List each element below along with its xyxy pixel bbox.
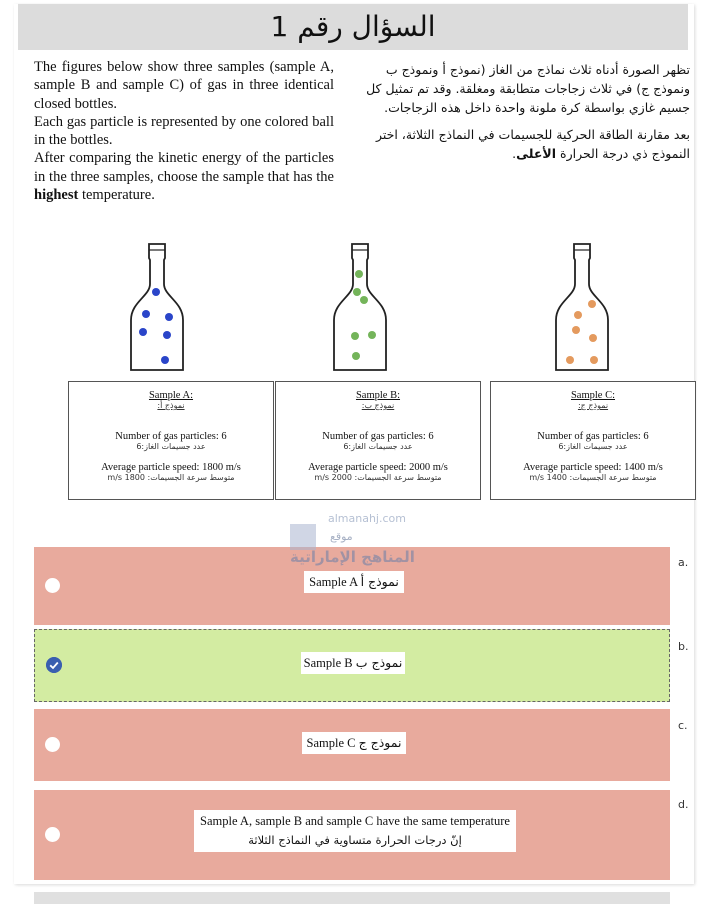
watermark-site-label: موقع — [330, 530, 353, 543]
particle — [590, 356, 598, 364]
option-a-text-arabic: نموذج أ — [360, 574, 399, 589]
particle-speed: Average particle speed: 2000 m/s — [308, 462, 448, 473]
option-c-text: Sample C — [306, 736, 356, 750]
particle — [351, 332, 359, 340]
particles-sample-b — [351, 270, 376, 360]
english-paragraph-3-text: After comparing the kinetic energy of the particles in the three samples, choose the sample that has the — [34, 150, 334, 185]
option-b-label — [301, 652, 405, 674]
bottle-sample-a — [125, 238, 189, 376]
particle — [165, 313, 173, 321]
option-b-letter: b. — [678, 640, 689, 653]
particle-speed: Average particle speed: 1400 m/s — [523, 462, 663, 473]
particle — [589, 334, 597, 342]
particle — [574, 311, 582, 319]
particle — [360, 296, 368, 304]
particle-count-arabic: عدد جسيمات الغاز:6 — [343, 442, 413, 451]
watermark-site-name: المناهج الإماراتية — [290, 548, 415, 566]
radio-button-a[interactable] — [45, 578, 60, 593]
particle — [353, 288, 361, 296]
particle — [161, 356, 169, 364]
option-c-text-arabic: نموذج ج — [358, 735, 402, 750]
option-b[interactable] — [34, 629, 670, 702]
particle — [355, 270, 363, 278]
bottle-sample-c — [550, 238, 614, 376]
sample-title: Sample C: — [570, 390, 616, 401]
particle — [572, 326, 580, 334]
option-c-label — [302, 732, 406, 754]
particle — [163, 331, 171, 339]
particles-sample-a — [139, 288, 173, 364]
particle-count-arabic: عدد جسيمات الغاز:6 — [136, 442, 206, 451]
english-tail: temperature. — [78, 187, 155, 204]
particle — [368, 331, 376, 339]
watermark-logo-icon — [290, 524, 316, 550]
particle — [588, 300, 596, 308]
particle-speed-arabic: متوسط سرعة الجسيمات: 2000 m/s — [314, 473, 442, 482]
sample-a-box — [68, 381, 274, 500]
particle — [139, 328, 147, 336]
arabic-emphasis: الأعلى — [516, 146, 557, 161]
sample-title: Sample A: — [148, 390, 194, 401]
arabic-paragraph-2: بعد مقارنة الطاقة الحركية للجسيمات في النماذج الثلاثة، اختر النموذج ذي درجة الحرارة الأعلى. — [375, 127, 690, 161]
option-b-text: Sample B — [303, 656, 353, 670]
particle-count: Number of gas particles: 6 — [115, 431, 227, 442]
particle-count: Number of gas particles: 6 — [322, 431, 434, 442]
option-c-letter: c. — [678, 719, 688, 732]
question-header — [18, 4, 688, 50]
radio-button-c[interactable] — [45, 737, 60, 752]
option-c[interactable] — [34, 709, 670, 781]
watermark — [290, 510, 430, 580]
particle-count: Number of gas particles: 6 — [537, 431, 649, 442]
arabic-paragraph-1: تظهر الصورة أدناه ثلاث نماذج من الغاز (نموذج أ ونموذج ب ونموذج ج) في ثلاث زجاجات متطابقة ومغلقة. وقد تم تمثيل كل جسيم غازي بواسطة كرة ملونة واحدة داخل هذه الزجاجات. — [366, 62, 690, 115]
option-d-text-arabic: إنّ درجات الحرارة متساوية في النماذج الثلاثة — [248, 833, 462, 847]
sample-title: Sample B: — [355, 390, 401, 401]
particle — [352, 352, 360, 360]
option-d[interactable] — [34, 790, 670, 880]
arabic-paragraph-2-text: بعد مقارنة الطاقة الحركية للجسيمات في النماذج الثلاثة، اختر النموذج ذي درجة الحرارة — [375, 127, 690, 161]
particles-sample-c — [566, 300, 598, 364]
option-b-text-arabic: نموذج ب — [355, 655, 403, 670]
particle-speed-arabic: متوسط سرعة الجسيمات: 1400 m/s — [529, 473, 657, 482]
english-paragraph-1: The figures below show three samples (sample A, sample B and sample C) of gas in three identical closed bottles. — [34, 59, 334, 112]
option-d-letter: d. — [678, 798, 689, 811]
question-text-arabic — [360, 60, 690, 171]
english-emphasis: highest — [34, 187, 79, 204]
checked-icon[interactable] — [46, 657, 62, 673]
sample-c-box — [490, 381, 696, 500]
sample-title-arabic: نموذج ب: — [361, 401, 395, 410]
next-question-edge — [34, 892, 670, 904]
particle-speed: Average particle speed: 1800 m/s — [101, 462, 241, 473]
radio-button-d[interactable] — [45, 827, 60, 842]
particle — [566, 356, 574, 364]
question-text-english — [34, 58, 334, 204]
english-paragraph-2: Each gas particle is represented by one colored ball in the bottles. — [34, 113, 334, 149]
option-a-letter: a. — [678, 556, 689, 569]
sample-b-box — [275, 381, 481, 500]
particle-count-arabic: عدد جسيمات الغاز:6 — [558, 442, 628, 451]
bottle-sample-b — [328, 238, 392, 376]
particle — [152, 288, 160, 296]
question-title: السؤال رقم 1 — [270, 10, 436, 43]
english-paragraph-3 — [34, 149, 334, 204]
sample-title-arabic: نموذج ج: — [577, 401, 609, 410]
watermark-url: almanahj.com — [328, 512, 406, 525]
option-a-text: Sample A — [309, 575, 358, 589]
particle — [142, 310, 150, 318]
option-d-label — [194, 810, 516, 852]
option-d-text: Sample A, sample B and sample C have the same temperature — [200, 814, 510, 828]
particle-speed-arabic: متوسط سرعة الجسيمات: 1800 m/s — [107, 473, 235, 482]
sample-title-arabic: نموذج أ: — [157, 401, 185, 410]
